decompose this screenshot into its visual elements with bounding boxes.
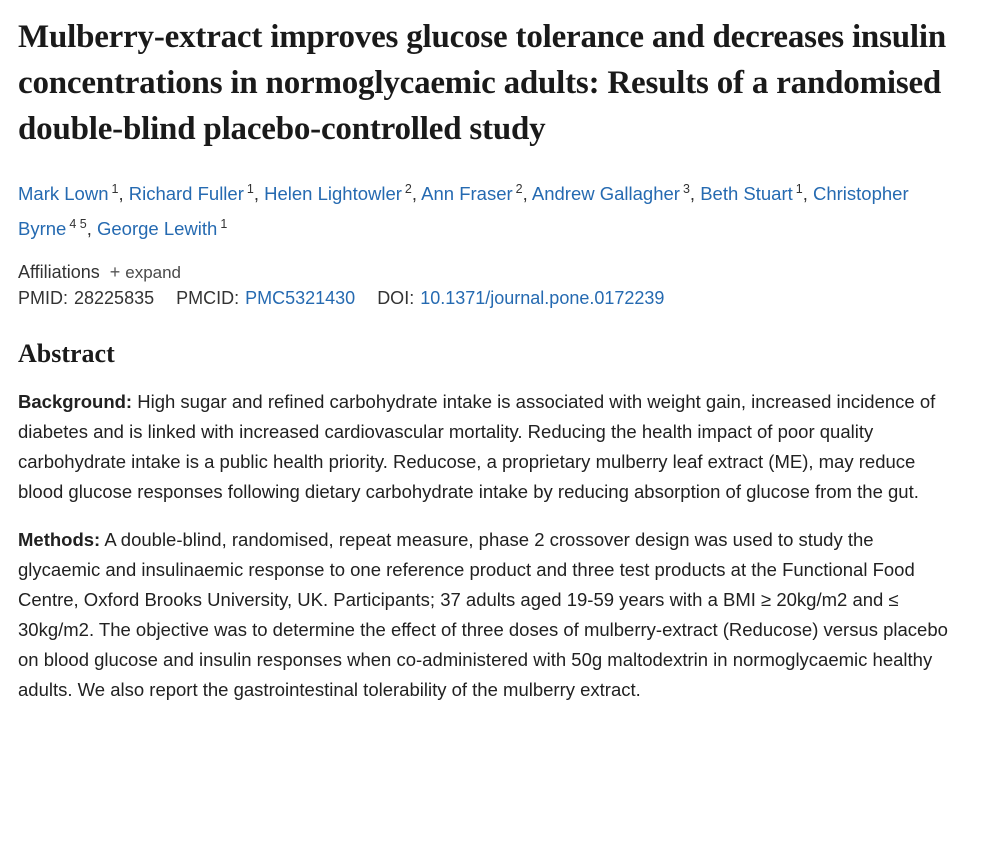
- author-link[interactable]: Beth Stuart: [700, 183, 793, 205]
- author-affiliation-marker: 3: [682, 182, 690, 196]
- abstract-section-label: Background:: [18, 391, 133, 413]
- abstract-section-text: High sugar and refined carbohydrate intake is associated with weight gain, increased incidence of diabetes and is linked with increased cardiovascular mortality. Reducing the health impact of poor quality carbohydrate intake is a public health priority. Reducose, a proprietary mulberry leaf extract (ME), may reduce blood glucose responses following dietary carbohydrate intake by reducing absorption of glucose from the gut.: [18, 391, 936, 503]
- author-affiliation-marker: 2: [404, 182, 412, 196]
- abstract-heading: Abstract: [18, 339, 115, 369]
- abstract-section: [18, 387, 950, 507]
- affiliations-label: Affiliations: [18, 262, 100, 283]
- author-link[interactable]: George Lewith: [97, 218, 218, 240]
- author-separator: ,: [86, 218, 97, 240]
- abstract-section-text: A double-blind, randomised, repeat measure, phase 2 crossover design was used to study the glycaemic and insulinaemic response to one reference product and three test products at the Functional Food Centre, Oxford Brooks University, UK. Participants; 37 adults aged 19-59 years with a BMI ≥ 20kg/m2 and ≤ 30kg/m2. The objective was to determine the effect of three doses of mulberry-extract (Reducose) versus placebo on blood glucose and insulin responses when co-administered with 50g maltodextrin in normoglycaemic healthy adults. We also report the gastrointestinal tolerability of the mulberry extract.: [18, 529, 948, 701]
- identifier-value: 28225835: [74, 288, 155, 309]
- author-separator: ,: [411, 183, 422, 205]
- author-affiliation-marker: 4 5: [69, 217, 87, 232]
- author-link[interactable]: Richard Fuller: [128, 183, 244, 205]
- identifier-item: [176, 288, 355, 309]
- author-link[interactable]: Ann Fraser: [421, 183, 513, 205]
- abstract-section-label: Methods:: [18, 529, 101, 551]
- author-affiliation-marker: 2: [515, 182, 523, 196]
- author-affiliation-marker: 1: [795, 182, 803, 196]
- author-separator: ,: [802, 183, 813, 205]
- page-title: Mulberry-extract improves glucose tolerance and decreases insulin concentrations in normoglycaemic adults: Results of a randomised double-blind placebo-controlled study: [18, 19, 946, 147]
- expand-label: expand: [125, 263, 182, 283]
- identifier-item: [18, 288, 154, 309]
- author-separator: ,: [689, 183, 701, 205]
- author-separator: ,: [522, 183, 532, 205]
- author-link[interactable]: Andrew Gallagher: [531, 183, 680, 205]
- expand-affiliations-toggle[interactable]: [110, 263, 181, 283]
- plus-icon: +: [109, 262, 121, 283]
- identifier-value[interactable]: PMC5321430: [245, 288, 356, 309]
- author-affiliation-marker: 1: [246, 182, 254, 196]
- author-separator: ,: [118, 183, 129, 205]
- abstract-body: [18, 387, 950, 705]
- author-affiliation-marker: 1: [111, 182, 119, 196]
- identifier-label: PMID:: [18, 288, 69, 309]
- identifier-item: [377, 288, 664, 309]
- identifier-label: PMCID:: [176, 288, 240, 309]
- author-link[interactable]: Christopher Byrne: [18, 183, 909, 240]
- identifier-value[interactable]: 10.1371/journal.pone.0172239: [420, 288, 665, 309]
- author-list: [18, 174, 950, 244]
- abstract-section: [18, 525, 950, 705]
- identifier-row: [18, 288, 950, 309]
- author-separator: ,: [253, 183, 265, 205]
- identifier-label: DOI:: [377, 288, 415, 309]
- affiliations-row: [18, 262, 950, 283]
- author-link[interactable]: Helen Lightowler: [264, 183, 402, 205]
- author-link[interactable]: Mark Lown: [18, 183, 109, 205]
- author-affiliation-marker: 1: [220, 217, 228, 232]
